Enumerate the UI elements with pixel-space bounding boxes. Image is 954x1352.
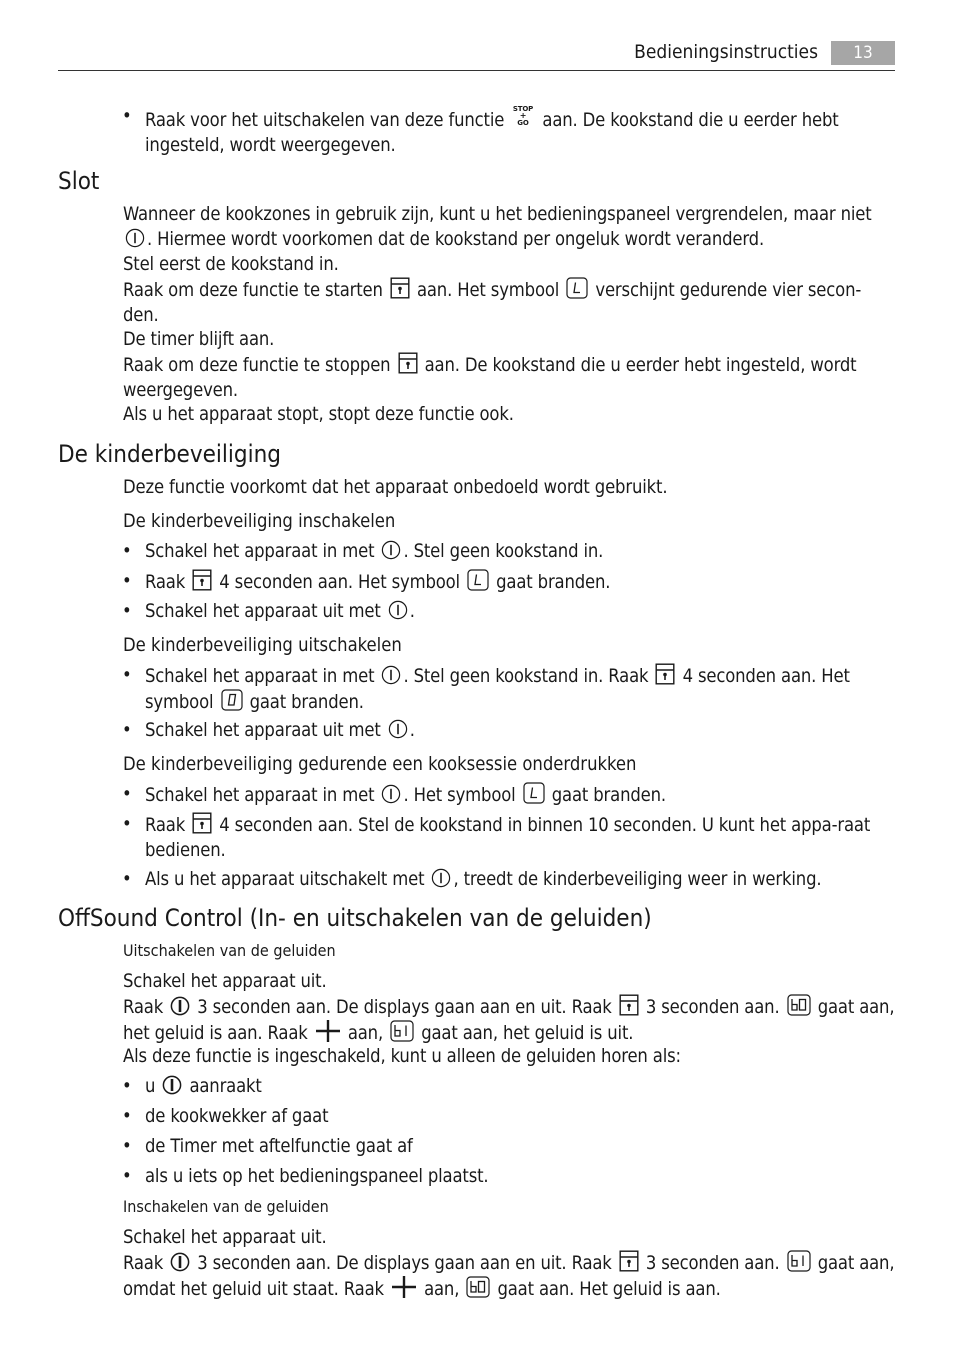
text: 4 seconden aan. Het symbool bbox=[145, 666, 850, 713]
display-b0-icon bbox=[787, 994, 811, 1016]
list-item bbox=[145, 812, 893, 863]
text: Schakel het apparaat in met bbox=[145, 541, 375, 562]
lock-icon bbox=[619, 1250, 639, 1272]
text: u bbox=[145, 1076, 156, 1097]
text: , treedt de kinderbeveiliging weer in werking. bbox=[453, 869, 822, 890]
text: aan, bbox=[347, 1023, 384, 1044]
text: aan. De kookstand die u eerder hebt ingesteld, wordt weergegeven. bbox=[123, 355, 857, 401]
offsound-paragraph-3: Als deze functie is ingeschakeld, kunt u alleen de geluiden horen als: bbox=[123, 1046, 681, 1067]
subheading-inschakelen-geluiden: Inschakelen van de geluiden bbox=[123, 1197, 329, 1216]
stop-go-icon bbox=[511, 104, 535, 126]
subheading-onderdrukken: De kinderbeveiliging gedurende een kooksessie onderdrukken bbox=[123, 754, 637, 775]
list-item bbox=[145, 663, 893, 715]
power-icon bbox=[388, 719, 408, 739]
text: Raak om deze functie te stoppen bbox=[123, 355, 391, 376]
slot-paragraph-3 bbox=[123, 277, 895, 328]
section-heading-offsound: OffSound Control (In- en uitschakelen van de geluiden) bbox=[58, 904, 652, 932]
slot-paragraph-5 bbox=[123, 352, 895, 403]
list-item bbox=[145, 104, 893, 158]
lock-icon bbox=[390, 277, 410, 299]
subheading-uitschakelen: De kinderbeveiliging uitschakelen bbox=[123, 635, 402, 656]
power-icon bbox=[125, 228, 145, 248]
list-item bbox=[145, 539, 893, 564]
list-item bbox=[145, 569, 893, 595]
display-b0-icon bbox=[466, 1276, 490, 1298]
text: . Hiermee wordt voorkomen dat de kookstand per ongeluk wordt veranderd. bbox=[147, 229, 765, 250]
power-icon bbox=[388, 600, 408, 620]
power-icon bbox=[381, 540, 401, 560]
text: Raak bbox=[145, 815, 186, 836]
svg-text:+: + bbox=[520, 111, 527, 120]
text: gaat aan. Het geluid is aan. bbox=[497, 1279, 721, 1300]
header-rule bbox=[58, 70, 895, 71]
text: Schakel het apparaat in met bbox=[145, 666, 375, 687]
list-item bbox=[145, 867, 893, 892]
text: Raak bbox=[145, 572, 186, 593]
display-l-icon bbox=[566, 277, 588, 299]
slot-paragraph-1 bbox=[123, 202, 895, 252]
text: gaat aan, het geluid is aan. Raak bbox=[123, 997, 895, 1044]
text: . bbox=[409, 601, 415, 622]
text: Wanneer de kookzones in gebruik zijn, kunt u het bedieningspaneel vergrendelen, maar niet bbox=[123, 204, 872, 225]
offsound-paragraph-2 bbox=[123, 994, 895, 1046]
text: . bbox=[409, 720, 415, 741]
offsound-paragraph-1: Schakel het apparaat uit. bbox=[123, 971, 327, 992]
plus-icon bbox=[315, 1020, 341, 1042]
list-item bbox=[145, 1074, 893, 1099]
text: gaat aan, omdat het geluid uit staat. Raak bbox=[123, 1253, 895, 1300]
subheading-uitschakelen-geluiden: Uitschakelen van de geluiden bbox=[123, 941, 336, 960]
text: Raak bbox=[123, 997, 164, 1018]
text: . Stel geen kookstand in. bbox=[403, 541, 604, 562]
text: Schakel het apparaat in met bbox=[145, 785, 375, 806]
text: 3 seconden aan. bbox=[645, 997, 780, 1018]
kinder-intro: Deze functie voorkomt dat het apparaat onbedoeld wordt gebruikt. bbox=[123, 477, 668, 498]
text: gaat branden. bbox=[551, 785, 666, 806]
power-icon bbox=[170, 1252, 190, 1272]
display-b1-icon bbox=[787, 1250, 811, 1272]
list-item-text: aan. De kookstand die u eerder hebt ingesteld, wordt weergegeven. bbox=[145, 110, 839, 156]
power-icon bbox=[431, 868, 451, 888]
power-icon bbox=[381, 784, 401, 804]
text: aan. Het symbool bbox=[416, 280, 560, 301]
plus-icon bbox=[391, 1276, 417, 1298]
lock-icon bbox=[192, 569, 212, 591]
header-title: Bedieningsinstructies bbox=[634, 41, 818, 63]
display-l-icon bbox=[523, 782, 545, 804]
slot-paragraph-6: Als u het apparaat stopt, stopt deze functie ook. bbox=[123, 404, 514, 425]
text: Stel de kookstand in binnen 10 seconden. bbox=[358, 815, 697, 836]
text: Raak bbox=[608, 666, 649, 687]
power-icon bbox=[170, 996, 190, 1016]
text: Schakel het apparaat uit met bbox=[145, 720, 381, 741]
page-number: 13 bbox=[831, 41, 895, 65]
display-l-icon bbox=[467, 569, 489, 591]
section-heading-slot: Slot bbox=[58, 167, 100, 195]
offsound-paragraph-4: Schakel het apparaat uit. bbox=[123, 1227, 327, 1248]
offsound-paragraph-5 bbox=[123, 1250, 895, 1302]
svg-text:STOP: STOP bbox=[513, 105, 534, 113]
power-icon bbox=[381, 665, 401, 685]
text: Raak om deze functie te starten bbox=[123, 280, 383, 301]
text: 3 seconden aan. De displays gaan aan en uit. Raak bbox=[197, 997, 612, 1018]
lock-icon bbox=[619, 994, 639, 1016]
text: gaat branden. bbox=[249, 692, 364, 713]
svg-text:GO: GO bbox=[517, 119, 530, 126]
text: 4 seconden aan. bbox=[219, 815, 353, 836]
power-icon bbox=[162, 1075, 182, 1095]
display-b1-icon bbox=[390, 1020, 414, 1042]
text: gaat aan, het geluid is uit. bbox=[421, 1023, 634, 1044]
list-item-text: Raak voor het uitschakelen van deze functie bbox=[145, 110, 505, 131]
text: U kunt het appa-raat bedienen. bbox=[145, 815, 871, 861]
text: 3 seconden aan. bbox=[645, 1253, 780, 1274]
slot-paragraph-2: Stel eerst de kookstand in. bbox=[123, 254, 339, 275]
list-item: • als u iets op het bedieningspaneel plaatst. bbox=[145, 1164, 893, 1189]
list-item: • de kookwekker af gaat bbox=[145, 1104, 893, 1129]
text: aanraakt bbox=[189, 1076, 262, 1097]
text: gaat branden. bbox=[496, 572, 611, 593]
text: 4 seconden aan. Het symbool bbox=[219, 572, 460, 593]
list-item bbox=[145, 599, 893, 624]
text: 3 seconden aan. De displays gaan aan en uit. Raak bbox=[197, 1253, 612, 1274]
slot-paragraph-4: De timer blijft aan. bbox=[123, 329, 275, 350]
text: . Stel geen kookstand in. bbox=[403, 666, 604, 687]
text: . Het symbool bbox=[403, 785, 516, 806]
subheading-inschakelen: De kinderbeveiliging inschakelen bbox=[123, 511, 396, 532]
list-item bbox=[145, 782, 893, 808]
list-item bbox=[145, 718, 893, 743]
section-heading-kinderbeveiliging: De kinderbeveiliging bbox=[58, 440, 282, 468]
text: aan, bbox=[424, 1279, 460, 1300]
text: Als u het apparaat uitschakelt met bbox=[145, 869, 425, 890]
text: verschijnt gedurende vier secon-den. bbox=[123, 280, 862, 326]
text: Raak bbox=[123, 1253, 164, 1274]
display-0-icon bbox=[221, 689, 243, 711]
lock-icon bbox=[192, 812, 212, 834]
lock-icon bbox=[655, 663, 675, 685]
text: Schakel het apparaat uit met bbox=[145, 601, 381, 622]
lock-icon bbox=[398, 352, 418, 374]
list-item: • de Timer met aftelfunctie gaat af bbox=[145, 1134, 893, 1159]
